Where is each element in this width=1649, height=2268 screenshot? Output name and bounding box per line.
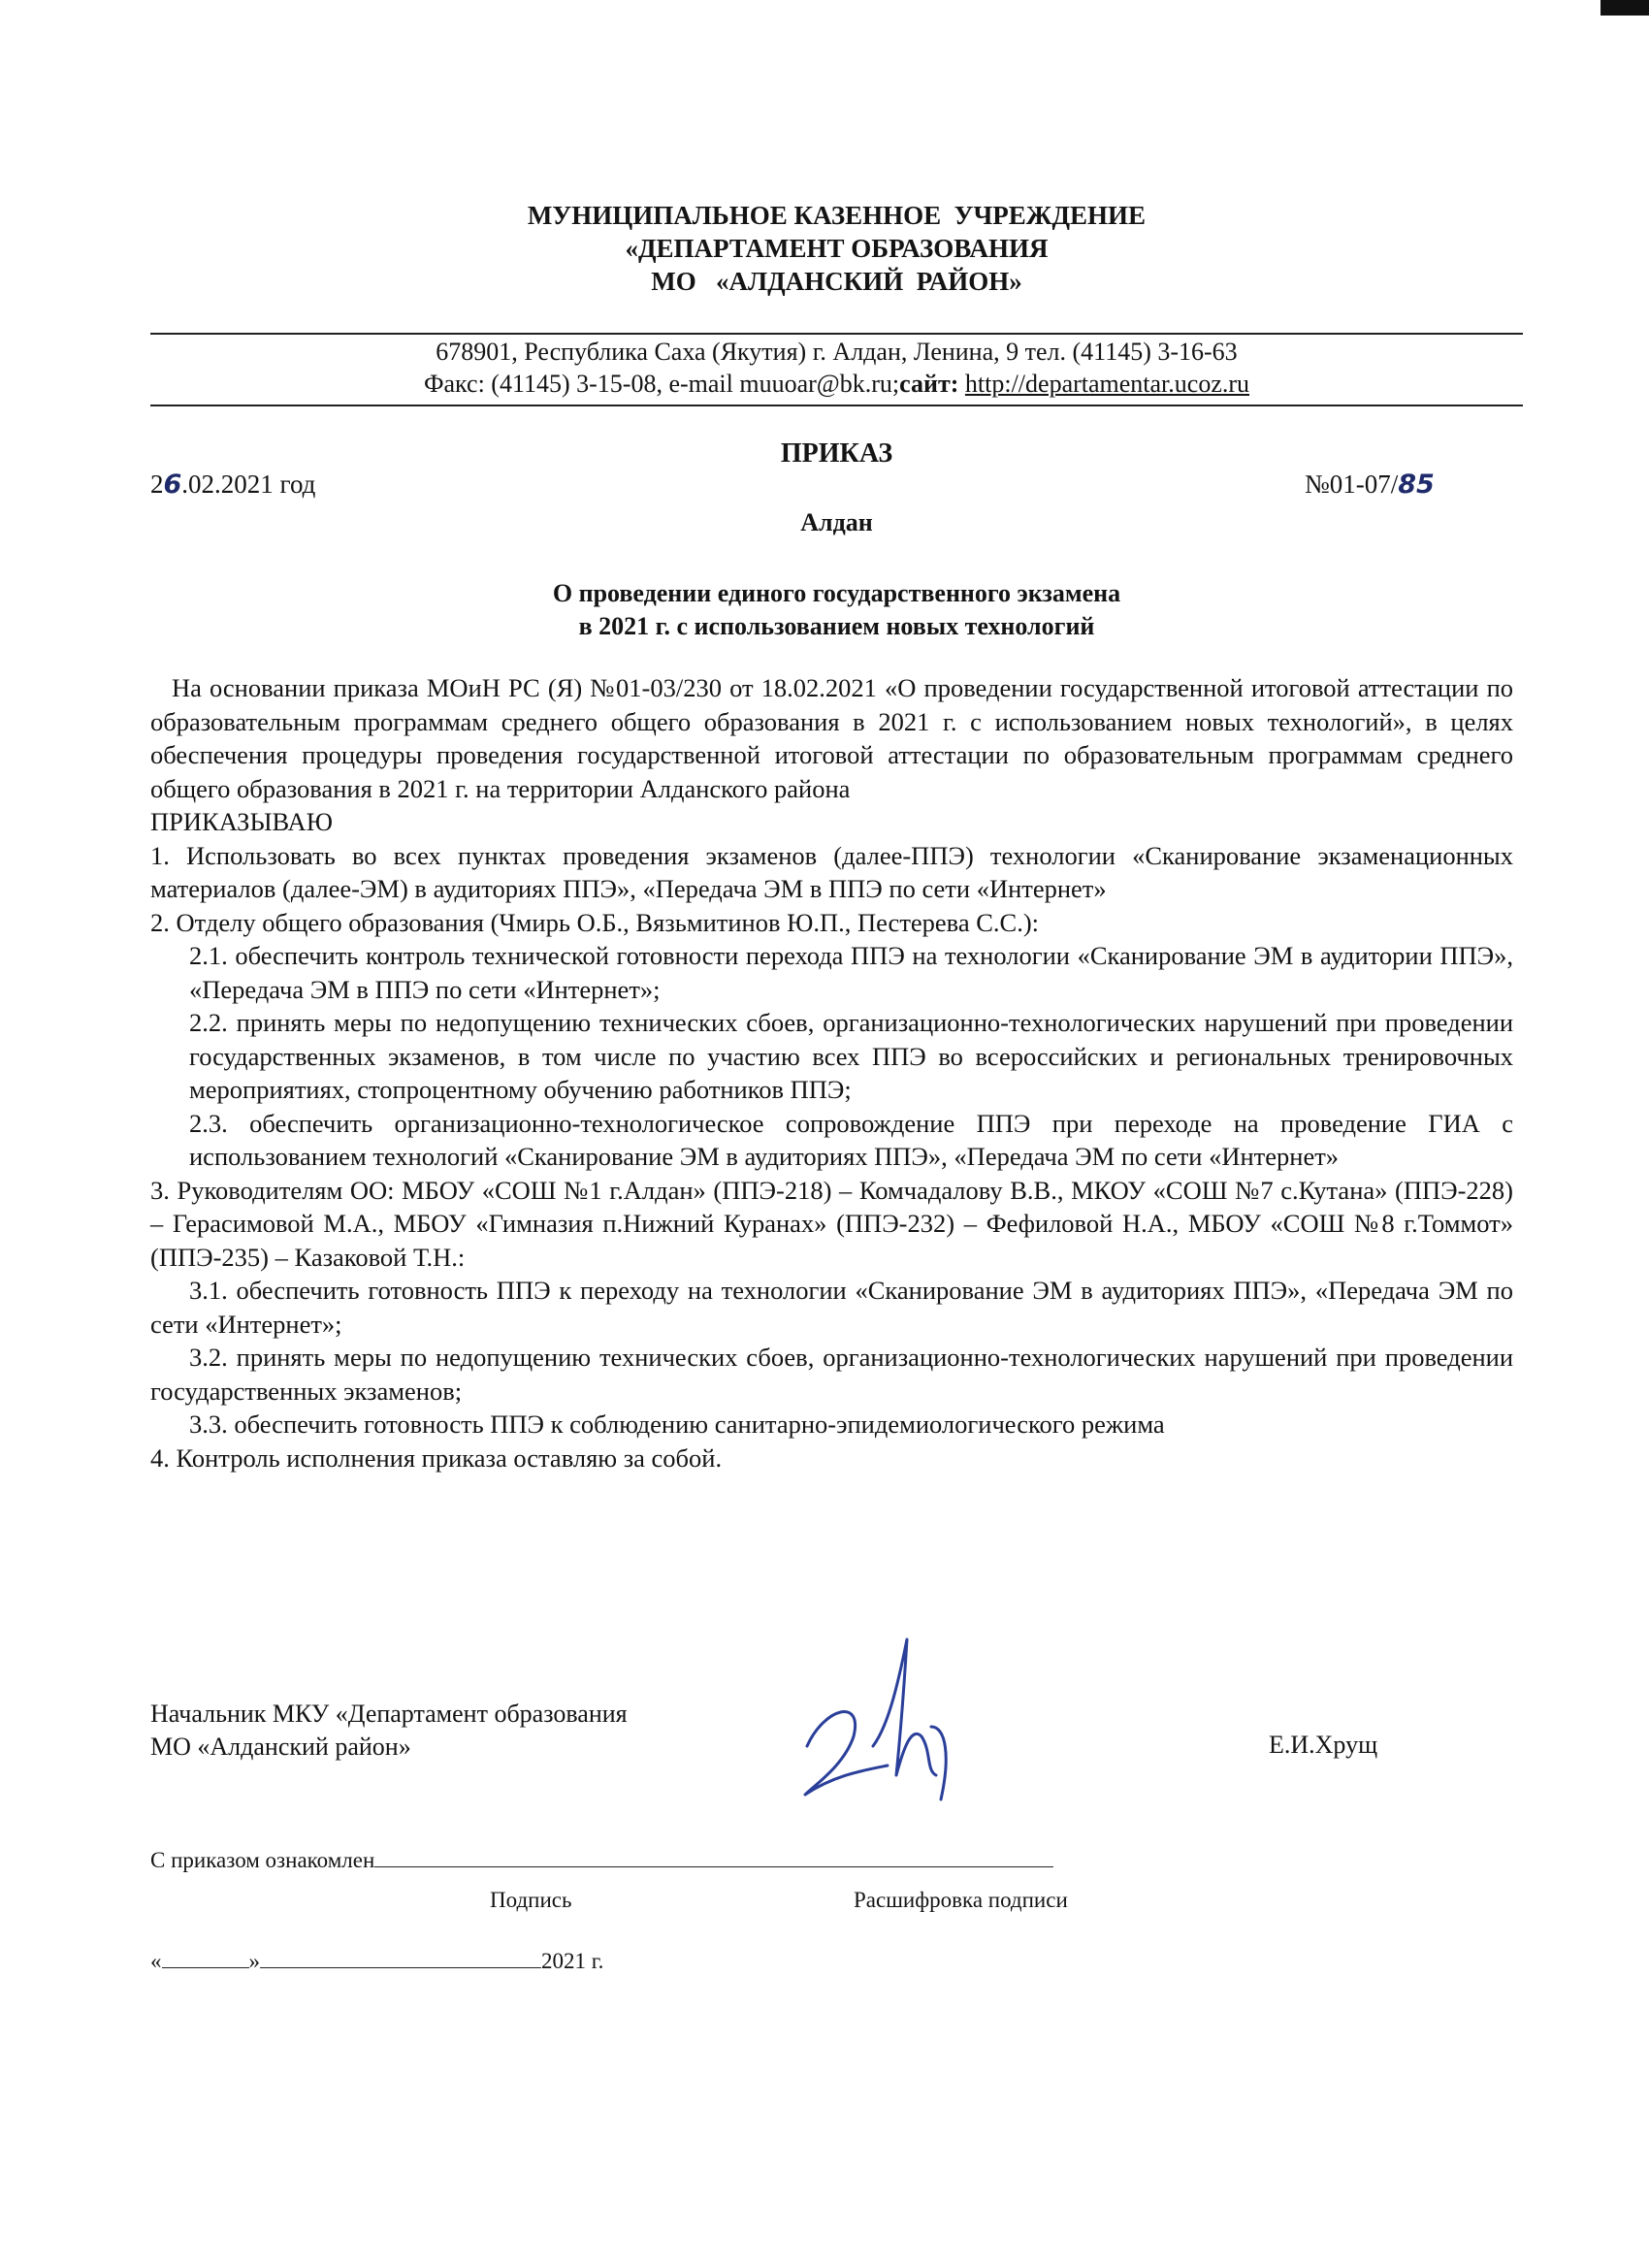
date-rest: .02.2021 год [181,470,316,499]
order-title: ПРИКАЗ [780,438,893,469]
date-handwritten-digit: 6 [163,470,182,500]
site-link[interactable]: http://departamentar.ucoz.ru [964,370,1250,398]
order-date [150,470,315,500]
header-line-2: «ДЕПАРТАМЕНТ ОБРАЗОВАНИЯ [625,234,1049,263]
date-close-quote: » [248,1949,260,1973]
decode-caption: Расшифровка подписи [854,1888,1068,1912]
signer-position-line-1: Начальник МКУ «Департамент образования [150,1700,628,1728]
date-open-quote: « [150,1949,162,1973]
order-subject [150,577,1523,643]
order-body [150,671,1513,1474]
number-prefix: №01-07/ [1305,470,1399,499]
signer-name: Е.И.Хрущ [1269,1731,1378,1759]
header-line-3: МО «АЛДАНСКИЙ РАЙОН» [651,267,1022,296]
item-2-3: 2.3. обеспечить организационно-технологическое сопровождение ППЭ при переходе на проведение ГИА с использованием технологий «Сканирование ЭМ в аудиториях ППЭ», «Передача ЭМ по сети «Интернет» [189,1108,1513,1171]
fax-email-line [150,368,1523,400]
fax-email: Факс: (41145) 3-15-08, e-mail muuoar@bk.ru; [423,370,900,398]
item-2-1: 2.1. обеспечить контроль технической готовности перехода ППЭ на технологии «Сканирование ЭМ в аудитории ППЭ», «Передача ЭМ в ППЭ по сети «Интернет»; [189,941,1513,1004]
scan-corner-mark [1600,0,1649,16]
order-city: Алдан [800,508,873,536]
command-word: ПРИКАЗЫВАЮ [150,807,333,836]
acknowledgement-label: С приказом ознакомлен [150,1848,375,1872]
acknowledgement-date [150,1948,603,1974]
item-1: 1. Использовать во всех пунктах проведения экзаменов (далее-ППЭ) технологии «Сканирование экзаменационных материалов (далее-ЭМ) в аудиториях ППЭ», «Передача ЭМ в ППЭ по сети «Интернет» [150,840,1513,903]
acknowledgement-line [150,1847,1053,1873]
subject-line-2: в 2021 г. с использованием новых технологий [578,612,1095,640]
contacts-block [150,336,1523,400]
item-3: 3. Руководителям ОО: МБОУ «СОШ №1 г.Алдан» (ППЭ-218) – Комчадалову В.В., МКОУ «СОШ №7 с.Кутана» (ППЭ-228) – Герасимовой М.А., МБОУ «Гимназия п.Нижний Куранах» (ППЭ-232) – Фефиловой Н.А., МБОУ «СОШ №8 г.Томмот» (ППЭ-235) – Казаковой Т.Н.: [150,1175,1513,1272]
organization-header [150,199,1523,298]
site-label: сайт: [899,370,959,398]
item-4: 4. Контроль исполнения приказа оставляю за собой. [150,1442,723,1473]
address-line: 678901, Республика Саха (Якутия) г. Алдан, Ленина, 9 тел. (41145) 3-16-63 [436,338,1238,366]
header-line-1: МУНИЦИПАЛЬНОЕ КАЗЕННОЕ УЧРЕЖДЕНИЕ [527,201,1147,230]
item-2: 2. Отделу общего образования (Чмирь О.Б., Вязьмитинов Ю.П., Пестерева С.С.): [150,907,1040,937]
order-number [1305,470,1435,500]
acknowledgement-signature-field[interactable] [374,1847,1053,1867]
month-field[interactable] [260,1948,541,1968]
header-bottom-rule [150,405,1523,406]
date-year: 2021 г. [541,1949,604,1973]
handwritten-signature [795,1630,970,1814]
number-handwritten: 85 [1398,470,1435,500]
item-3-2: 3.2. принять меры по недопущению технических сбоев, организационно-технологических нарушений при проведении государственных экзаменов; [150,1343,1513,1406]
item-2-2: 2.2. принять меры по недопущению технических сбоев, организационно-технологических нарушений при проведении государственных экзаменов, в том числе по участию всех ППЭ во всероссийских и региональных тренировочных мероприятиях, стопроцентному обучению работников ППЭ; [189,1008,1513,1104]
header-top-rule [150,333,1523,335]
date-prefix: 2 [150,470,164,499]
subject-line-1: О проведении единого государственного экзамена [552,579,1121,607]
signer-position-line-2: МО «Алданский район» [150,1733,411,1761]
day-field[interactable] [162,1948,249,1968]
item-3-3: 3.3. обеспечить готовность ППЭ к соблюдению санитарно-эпидемиологического режима [189,1409,1165,1439]
signature-caption: Подпись [490,1888,572,1912]
intro-paragraph: На основании приказа МОиН РС (Я) №01-03/230 от 18.02.2021 «О проведении государственной итоговой аттестации по образовательным программам среднего общего образования в 2021 г. с использованием новых технологий», в целях обеспечения процедуры проведения государственной итоговой аттестации по образовательным программам среднего общего образования в 2021 г. на территории Алданского района [150,673,1513,803]
signer-position [150,1698,628,1764]
item-3-1: 3.1. обеспечить готовность ППЭ к переходу на технологии «Сканирование ЭМ в аудиториях ППЭ», «Передача ЭМ по сети «Интернет»; [150,1276,1513,1339]
